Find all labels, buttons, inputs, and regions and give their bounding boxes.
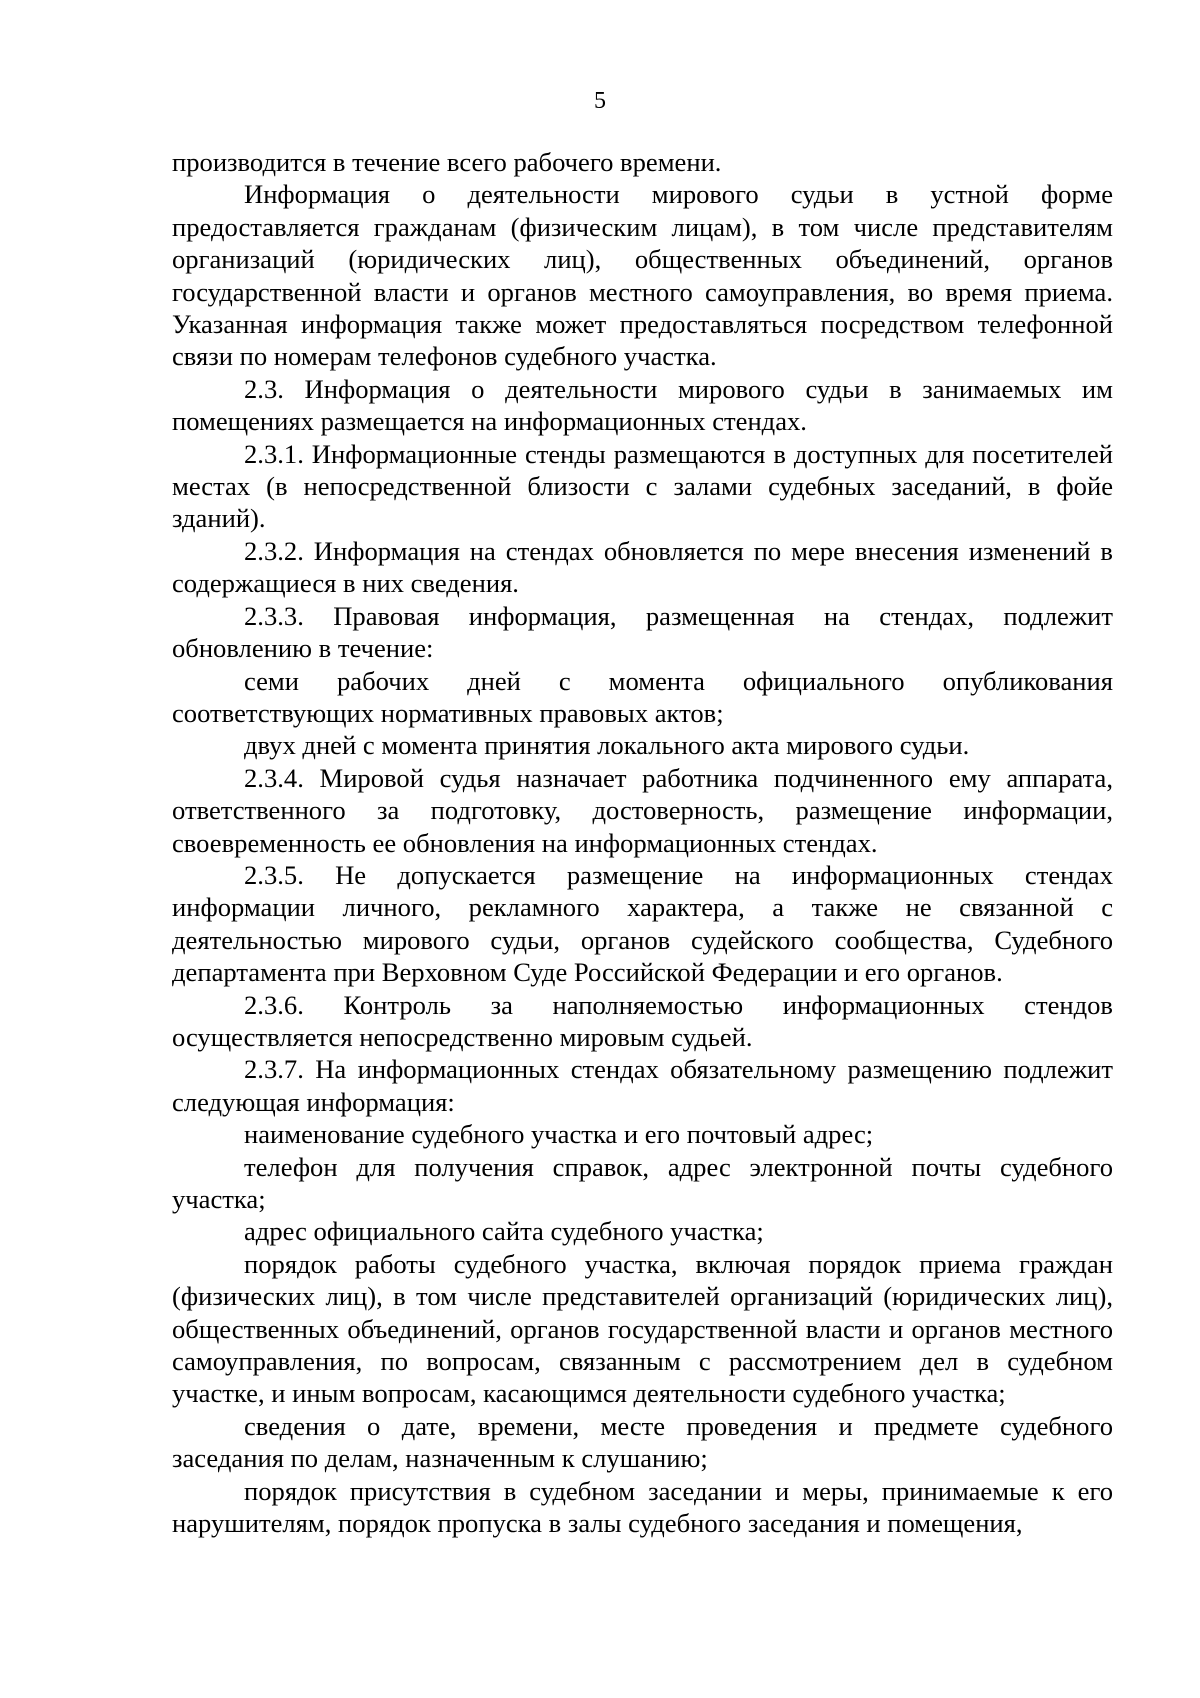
- paragraph-oral-information: Информация о деятельности мирового судьи в устной форме предоставляется гражданам (физическим лицам), в том числе представителям организаций (юридических лиц), общественных объединений, органов государственной власти и органов местного самоуправления, во время приема. Указанная информация также может предоставляться посредством телефонной связи по номерам телефонов судебного участка.: [172, 179, 1113, 372]
- paragraph-2-3: 2.3. Информация о деятельности мирового судьи в занимаемых им помещениях размещается на информационных стендах.: [172, 373, 1113, 437]
- paragraph-2-3-5: 2.3.5. Не допускается размещение на информационных стендах информации личного, рекламного характера, а также не связанной с деятельностью мирового судьи, органов судейского сообщества, Судебного департамента при Верховном Суде Российской Федерации и его органов.: [172, 859, 1113, 988]
- list-item-attendance-order: порядок присутствия в судебном заседании и меры, принимаемые к его нарушителям, порядок пропуска в залы судебного заседания и помещения,: [172, 1475, 1113, 1539]
- list-item-hearing-info: сведения о дате, времени, месте проведения и предмете судебного заседания по делам, назначенным к слушанию;: [172, 1410, 1113, 1474]
- list-item-website: адрес официального сайта судебного участка;: [244, 1216, 764, 1247]
- list-item-name-address: наименование судебного участка и его почтовый адрес;: [244, 1119, 874, 1150]
- paragraph-2-3-6: 2.3.6. Контроль за наполняемостью информационных стендов осуществляется непосредственно мировым судьей.: [172, 989, 1113, 1052]
- paragraph-2-3-4: 2.3.4. Мировой судья назначает работника подчиненного ему аппарата, ответственного за подготовку, достоверность, размещение информации, своевременность ее обновления на информационных стендах.: [172, 762, 1113, 858]
- document-body: [172, 146, 1113, 1539]
- list-item-work-order: порядок работы судебного участка, включая порядок приема граждан (физических лиц), в том числе представителей организаций (юридических лиц), общественных объединений, органов государственной власти и органов местного самоуправления, по вопросам, связанным с рассмотрением дел в судебном участке, и иным вопросам, касающимся деятельности судебного участка;: [172, 1248, 1113, 1409]
- page-number: 5: [594, 88, 606, 114]
- list-item-phone-email: телефон для получения справок, адрес электронной почты судебного участка;: [172, 1151, 1113, 1214]
- paragraph-2-3-3: 2.3.3. Правовая информация, размещенная на стендах, подлежит обновлению в течение:: [172, 600, 1113, 664]
- paragraph-2-3-2: 2.3.2. Информация на стендах обновляется по мере внесения изменений в содержащиеся в них сведения.: [172, 535, 1113, 599]
- paragraph-continuation: производится в течение всего рабочего времени.: [172, 147, 722, 177]
- list-item-seven-days: семи рабочих дней с момента официального опубликования соответствующих нормативных правовых актов;: [172, 665, 1113, 728]
- paragraph-2-3-7: 2.3.7. На информационных стендах обязательному размещению подлежит следующая информация:: [172, 1054, 1113, 1117]
- list-item-two-days: двух дней с момента принятия локального акта мирового судьи.: [244, 730, 970, 761]
- paragraph-2-3-1: 2.3.1. Информационные стенды размещаются в доступных для посетителей местах (в непосредственной близости с залами судебных заседаний, в фойе зданий).: [172, 438, 1113, 534]
